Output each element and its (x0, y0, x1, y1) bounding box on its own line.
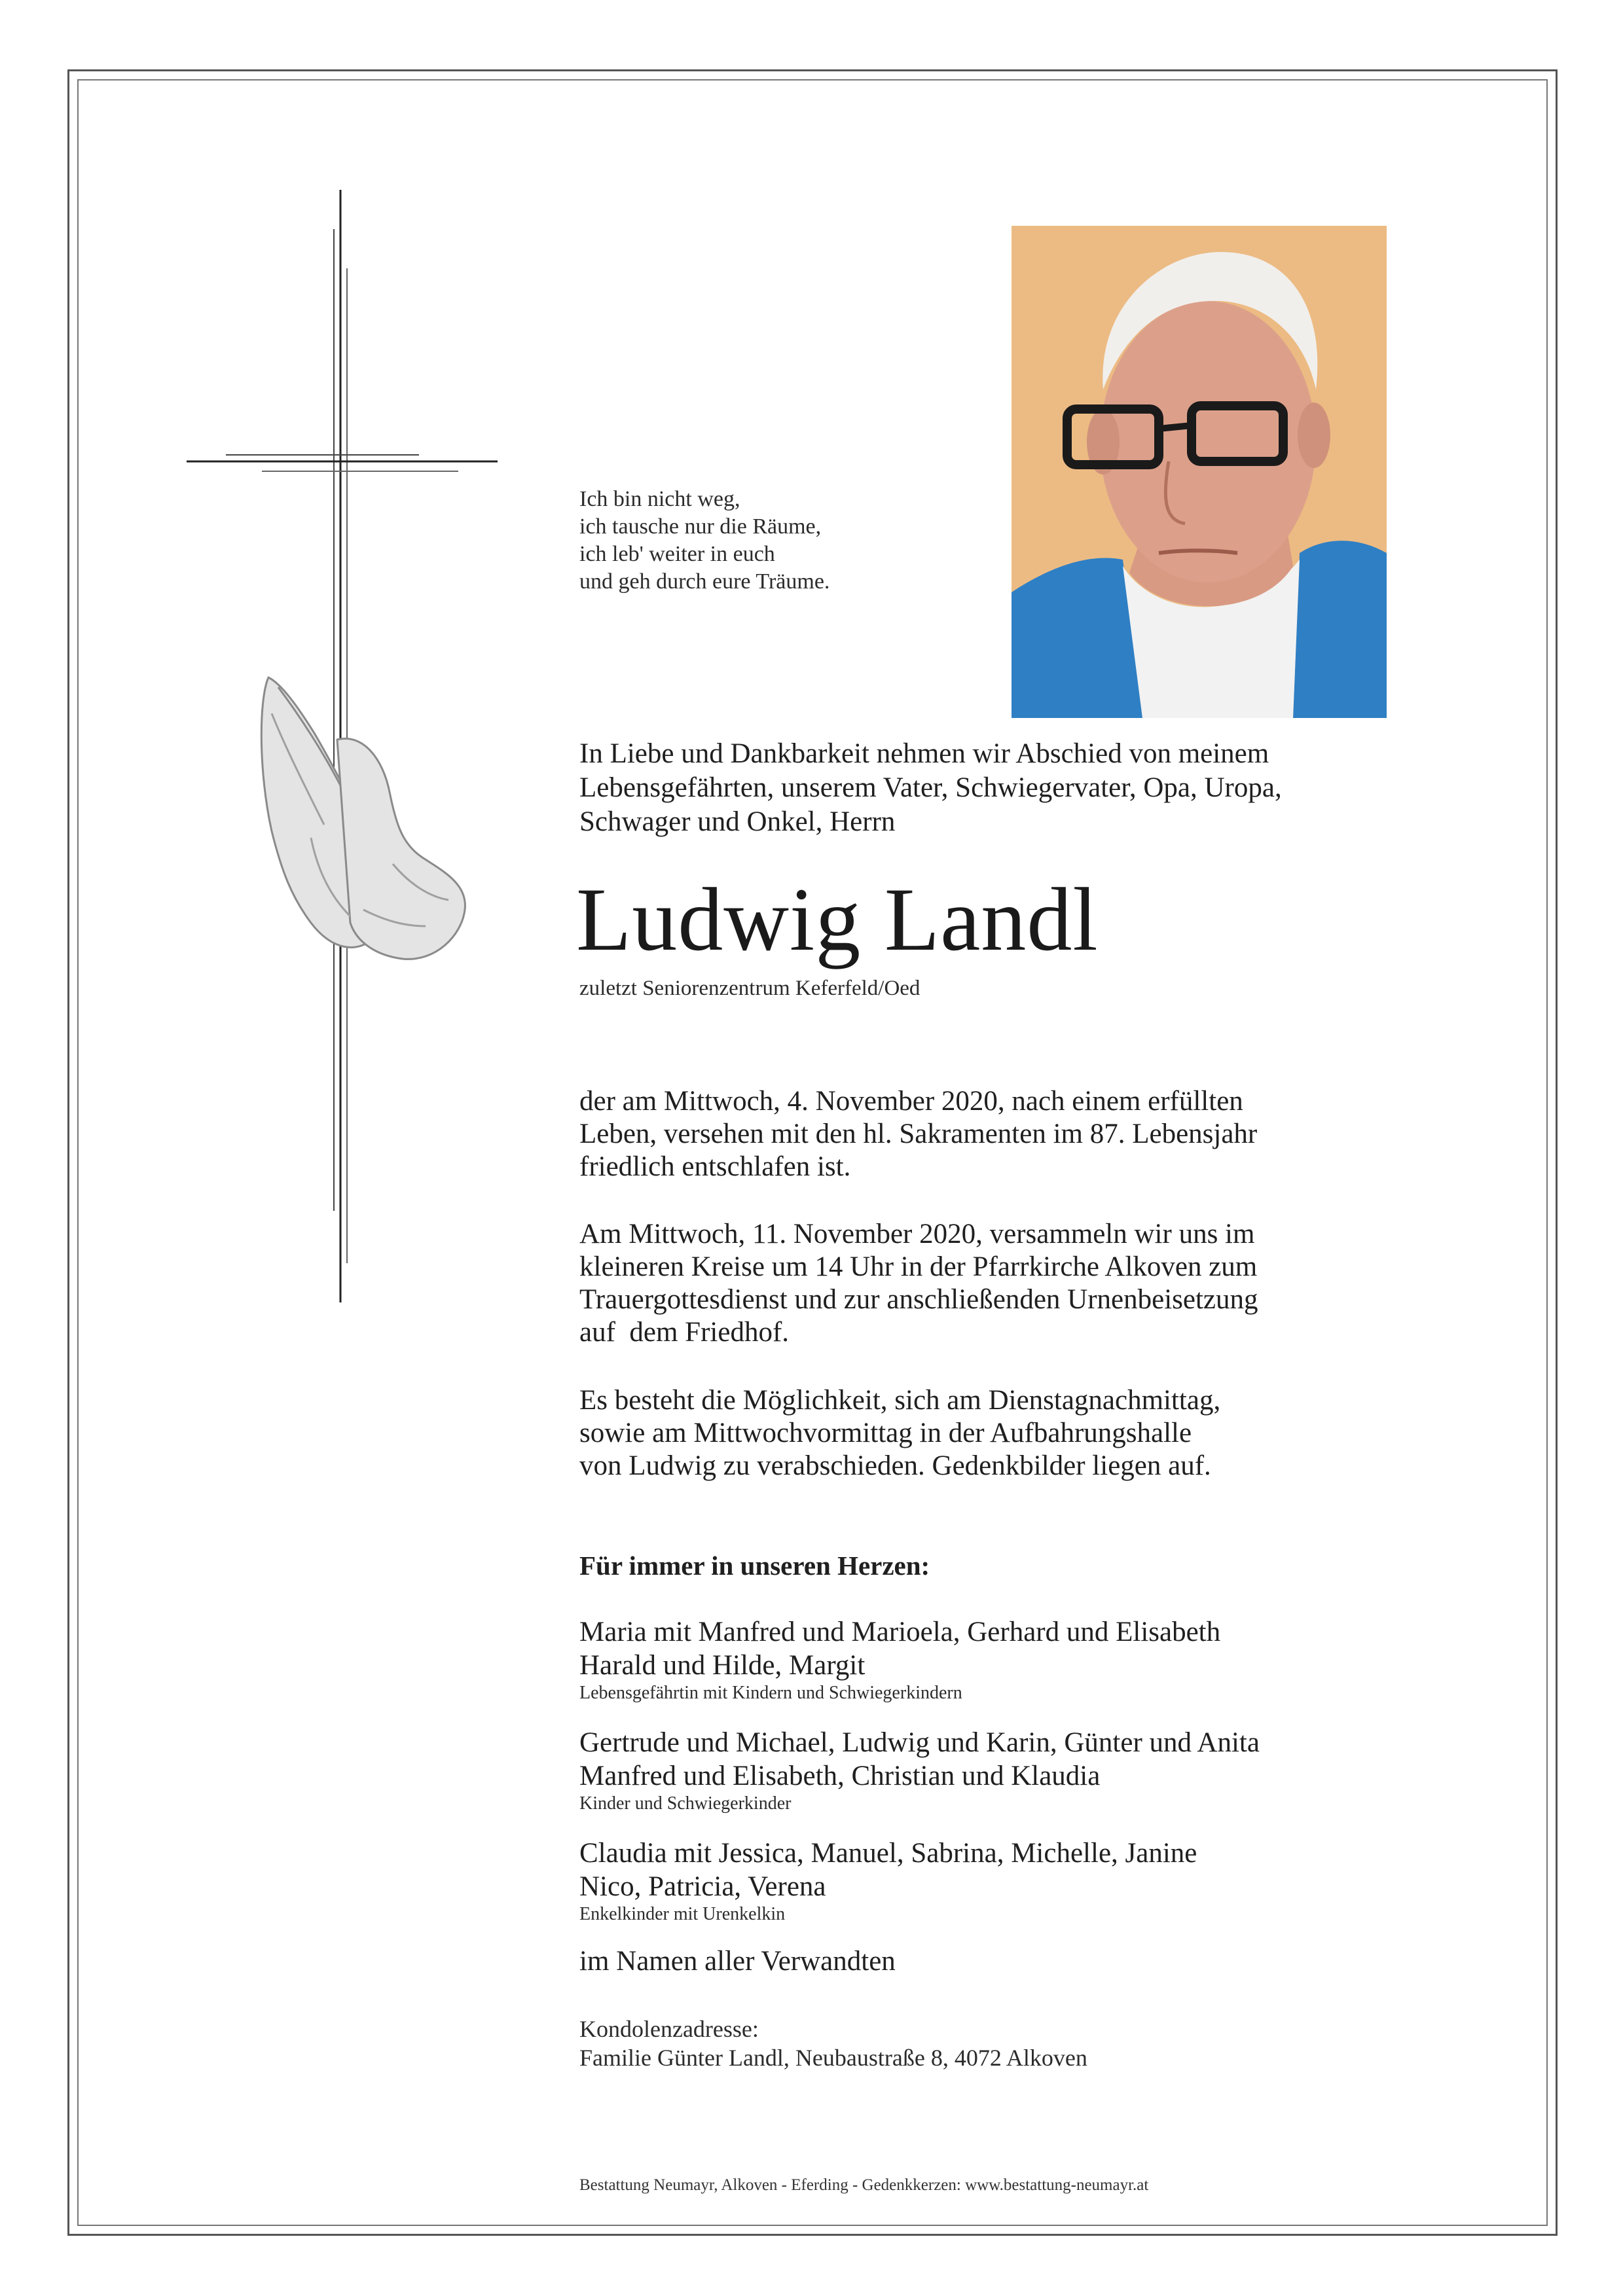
condolence-label: Kondolenzadresse: (579, 2016, 759, 2042)
paragraph-line: sowie am Mittwochvormittag in der Aufbahrungshalle (579, 1418, 1192, 1448)
mourner-names: Nico, Patricia, Verena (579, 1871, 826, 1902)
mourner-role: Lebensgefährtin mit Kindern und Schwiegerkindern (579, 1683, 962, 1703)
death-paragraph (579, 1085, 1257, 1183)
mourner-names: Maria mit Manfred und Marioela, Gerhard und Elisabeth (579, 1617, 1221, 1647)
poem-line: ich leb' weiter in euch (579, 542, 775, 566)
deceased-name: Ludwig Landl (576, 869, 1099, 969)
poem (579, 486, 830, 596)
poem-line: Ich bin nicht weg, (579, 487, 740, 511)
mourners-heading: Für immer in unseren Herzen: (579, 1551, 930, 1581)
funeral-paragraph (579, 1218, 1258, 1349)
mourner-names: Harald und Hilde, Margit (579, 1650, 866, 1681)
condolence-address (579, 2015, 1087, 2072)
paragraph-line: friedlich entschlafen ist. (579, 1151, 851, 1182)
mourner-group (579, 1837, 1197, 1926)
mourner-group (579, 1615, 1220, 1704)
paragraph-line: Trauergottesdienst und zur anschließenden Urnenbeisetzung (579, 1284, 1258, 1315)
portrait-photo (1012, 226, 1387, 718)
paragraph-line: Es besteht die Möglichkeit, sich am Dienstagnachmittag, (579, 1385, 1221, 1416)
paragraph-line: Leben, versehen mit den hl. Sakramenten im 87. Lebensjahr (579, 1119, 1258, 1149)
mourner-names: Gertrude und Michael, Ludwig und Karin, Günter und Anita (579, 1727, 1260, 1758)
paragraph-line: von Ludwig zu verabschieden. Gedenkbilder liegen auf. (579, 1450, 1211, 1481)
intro-line: Schwager und Onkel, Herrn (579, 806, 896, 837)
footer-text: Bestattung Neumayr, Alkoven - Eferding - Gedenkkerzen: www.bestattung-neumayr.at (579, 2176, 1149, 2194)
intro-line: Lebensgefährten, unserem Vater, Schwiegervater, Opa, Uropa, (579, 772, 1282, 803)
mourner-role: Kinder und Schwiegerkinder (579, 1793, 792, 1814)
intro-text (579, 737, 1282, 839)
mourner-names: Manfred und Elisabeth, Christian und Klaudia (579, 1761, 1101, 1791)
praying-hands-icon (252, 674, 468, 962)
deceased-residence: zuletzt Seniorenzentrum Keferfeld/Oed (579, 977, 921, 1000)
poem-line: ich tausche nur die Räume, (579, 514, 822, 539)
paragraph-line: der am Mittwoch, 4. November 2020, nach einem erfüllten (579, 1086, 1243, 1117)
mourner-names: Claudia mit Jessica, Manuel, Sabrina, Michelle, Janine (579, 1838, 1197, 1869)
farewell-paragraph (579, 1384, 1220, 1482)
closing-line: im Namen aller Verwandten (579, 1946, 896, 1977)
poem-line: und geh durch eure Träume. (579, 569, 830, 594)
paragraph-line: Am Mittwoch, 11. November 2020, versammeln wir uns im (579, 1219, 1255, 1249)
paragraph-line: auf dem Friedhof. (579, 1317, 790, 1348)
paragraph-line: kleineren Kreise um 14 Uhr in der Pfarrkirche Alkoven zum (579, 1251, 1258, 1282)
condolence-address-line: Familie Günter Landl, Neubaustraße 8, 4072 Alkoven (579, 2045, 1087, 2071)
mourner-role: Enkelkinder mit Urenkelkin (579, 1904, 786, 1924)
mourner-group (579, 1726, 1260, 1815)
intro-line: In Liebe und Dankbarkeit nehmen wir Abschied von meinem (579, 738, 1269, 769)
